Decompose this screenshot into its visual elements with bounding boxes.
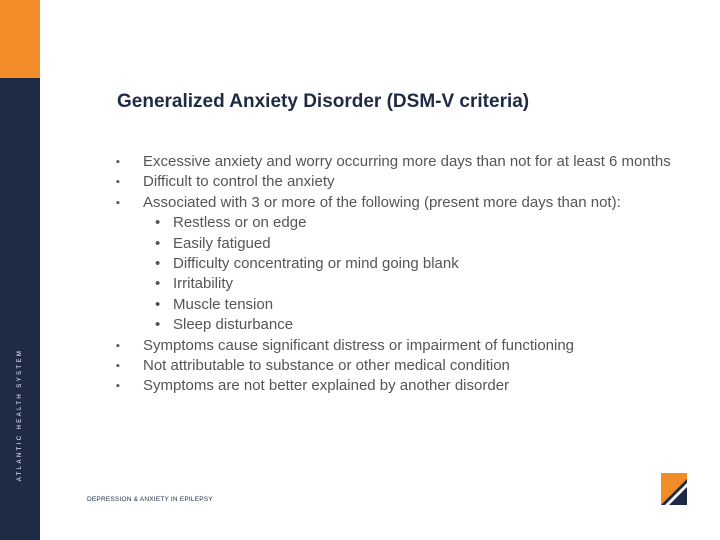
sidebar-vertical-text: ATLANTIC HEALTH SYSTEM: [17, 348, 23, 482]
dot-bullet-icon: •: [155, 295, 161, 313]
bullet-item: [116, 193, 706, 336]
bullet-item: [116, 356, 706, 376]
bullet-list: [116, 152, 706, 397]
left-sidebar: [0, 0, 40, 540]
sub-bullet-item: [155, 234, 706, 254]
sub-bullet-text: Easily fatigued: [173, 234, 271, 252]
square-bullet-icon: ▪: [116, 360, 120, 373]
square-bullet-icon: ▪: [116, 196, 120, 209]
sub-bullet-text: Muscle tension: [173, 295, 274, 313]
sub-bullet-item: [155, 254, 706, 274]
bullet-text: Associated with 3 or more of the following (present more days than not):: [143, 193, 621, 211]
sub-bullet-item: [155, 213, 706, 233]
square-bullet-icon: ▪: [116, 176, 120, 189]
bullet-text: Symptoms cause significant distress or impairment of functioning: [143, 336, 575, 354]
square-bullet-icon: ▪: [116, 380, 120, 393]
sidebar-accent-block: [0, 0, 40, 78]
sub-bullet-item: [155, 315, 706, 335]
bullet-item: [116, 336, 706, 356]
sub-bullet-list: [143, 213, 706, 335]
bullet-item: [116, 152, 706, 172]
sub-bullet-text: Sleep disturbance: [173, 316, 294, 334]
bullet-text: Symptoms are not better explained by another disorder: [143, 377, 510, 395]
square-bullet-icon: ▪: [116, 156, 120, 168]
sub-bullet-text: Restless or on edge: [173, 214, 307, 232]
dot-bullet-icon: •: [155, 214, 161, 232]
dot-bullet-icon: •: [155, 234, 161, 252]
dot-bullet-icon: •: [155, 255, 161, 273]
sub-bullet-item: [155, 274, 706, 294]
bullet-item: [116, 172, 706, 192]
bullet-text: Difficult to control the anxiety: [143, 173, 335, 191]
bullet-item: [116, 376, 706, 396]
bullet-text: Excessive anxiety and worry occurring more days than not for at least 6 months: [143, 153, 671, 170]
atlantic-health-logo-icon: [661, 473, 687, 505]
square-bullet-icon: ▪: [116, 339, 120, 352]
sub-bullet-text: Difficulty concentrating or mind going blank: [173, 255, 459, 273]
slide-title: Generalized Anxiety Disorder (DSM-V criteria): [117, 91, 530, 112]
bullet-text: Not attributable to substance or other medical condition: [143, 357, 510, 375]
sub-bullet-item: [155, 295, 706, 315]
dot-bullet-icon: •: [155, 275, 161, 293]
sub-bullet-text: Irritability: [173, 275, 234, 293]
slide-footer: DEPRESSION & ANXIETY IN EPILEPSY: [87, 496, 213, 503]
dot-bullet-icon: •: [155, 316, 161, 334]
